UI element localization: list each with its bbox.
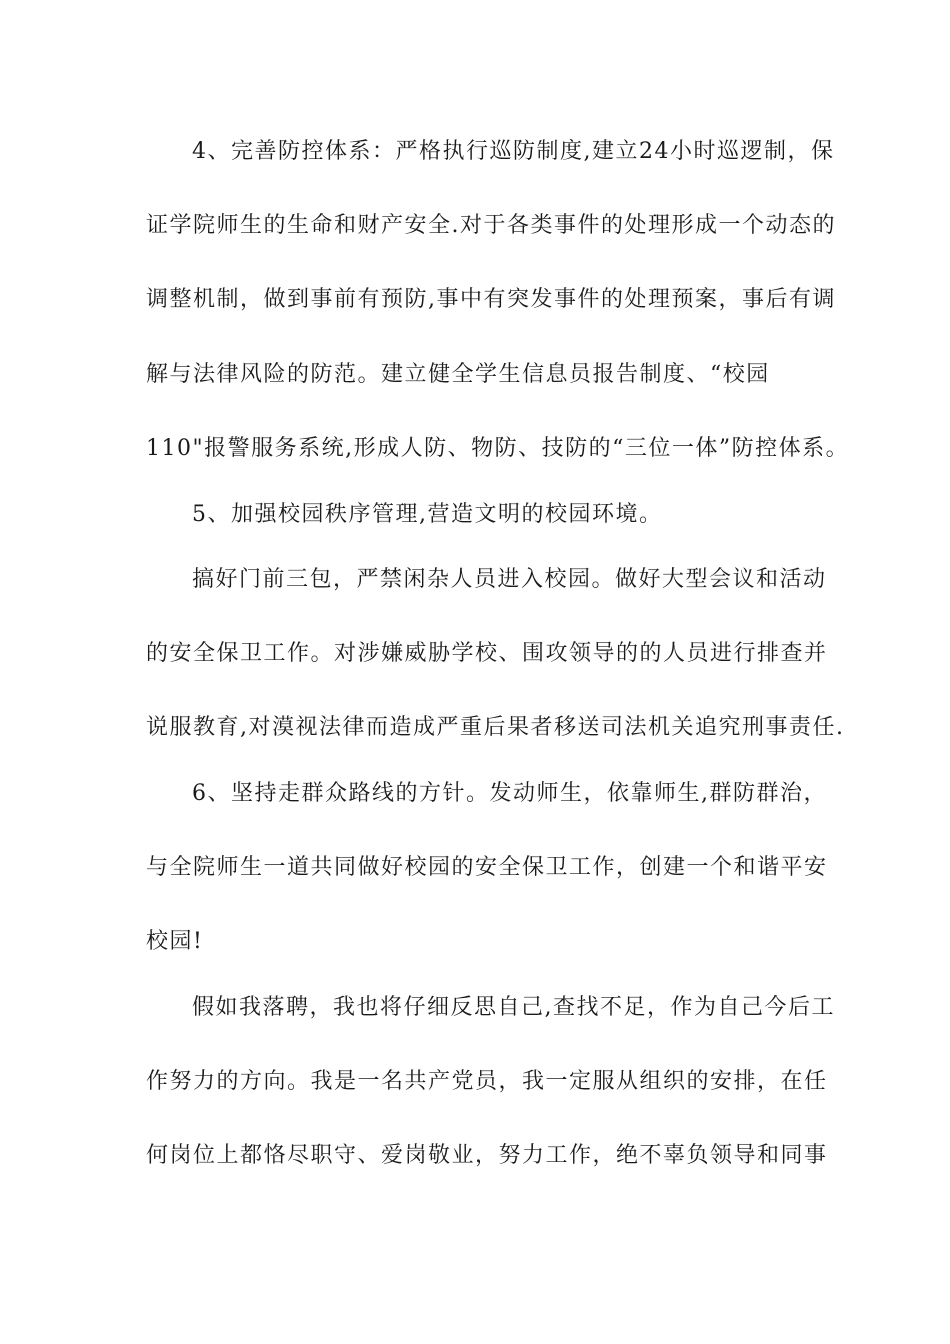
text-line: 作努力的方向。我是一名共产党员，我一定服从组织的安排，在任 <box>146 1069 828 1094</box>
text-line: 调整机制，做到事前有预防,事中有突发事件的处理预案，事后有调 <box>146 287 836 312</box>
text-line: 与全院师生一道共同做好校园的安全保卫工作，创建一个和谐平安 <box>146 855 828 880</box>
text-line: 解与法律风险的防范。建立健全学生信息员报告制度、“校园 <box>146 362 770 387</box>
text-line: 的安全保卫工作。对涉嫌威胁学校、围攻领导的的人员进行排查并 <box>146 641 828 666</box>
text-line: 假如我落聘，我也将仔细反思自己,查找不足，作为自己今后工 <box>192 995 835 1020</box>
text-line: 5、加强校园秩序管理,营造文明的校园环境。 <box>192 502 663 527</box>
text-line: 说服教育,对漠视法律而造成严重后果者移送司法机关追究刑事责任. <box>146 715 845 740</box>
text-line: 搞好门前三包，严禁闲杂人员进入校园。做好大型会议和活动 <box>192 567 827 592</box>
text-line: 校园! <box>146 929 204 954</box>
text-line: 6、坚持走群众路线的方针。发动师生，依靠师生,群防群治， <box>192 781 827 806</box>
text-line: 证学院师生的生命和财产安全.对于各类事件的处理形成一个动态的 <box>146 213 836 238</box>
text-line: 何岗位上都恪尽职守、爱岗敬业，努力工作，绝不辜负领导和同事 <box>146 1143 828 1168</box>
text-line: 4、完善防控体系：严格执行巡防制度,建立24小时巡逻制，保 <box>192 139 835 164</box>
text-line: 110"报警服务系统,形成人防、物防、技防的“三位一体”防控体系。 <box>146 436 850 461</box>
